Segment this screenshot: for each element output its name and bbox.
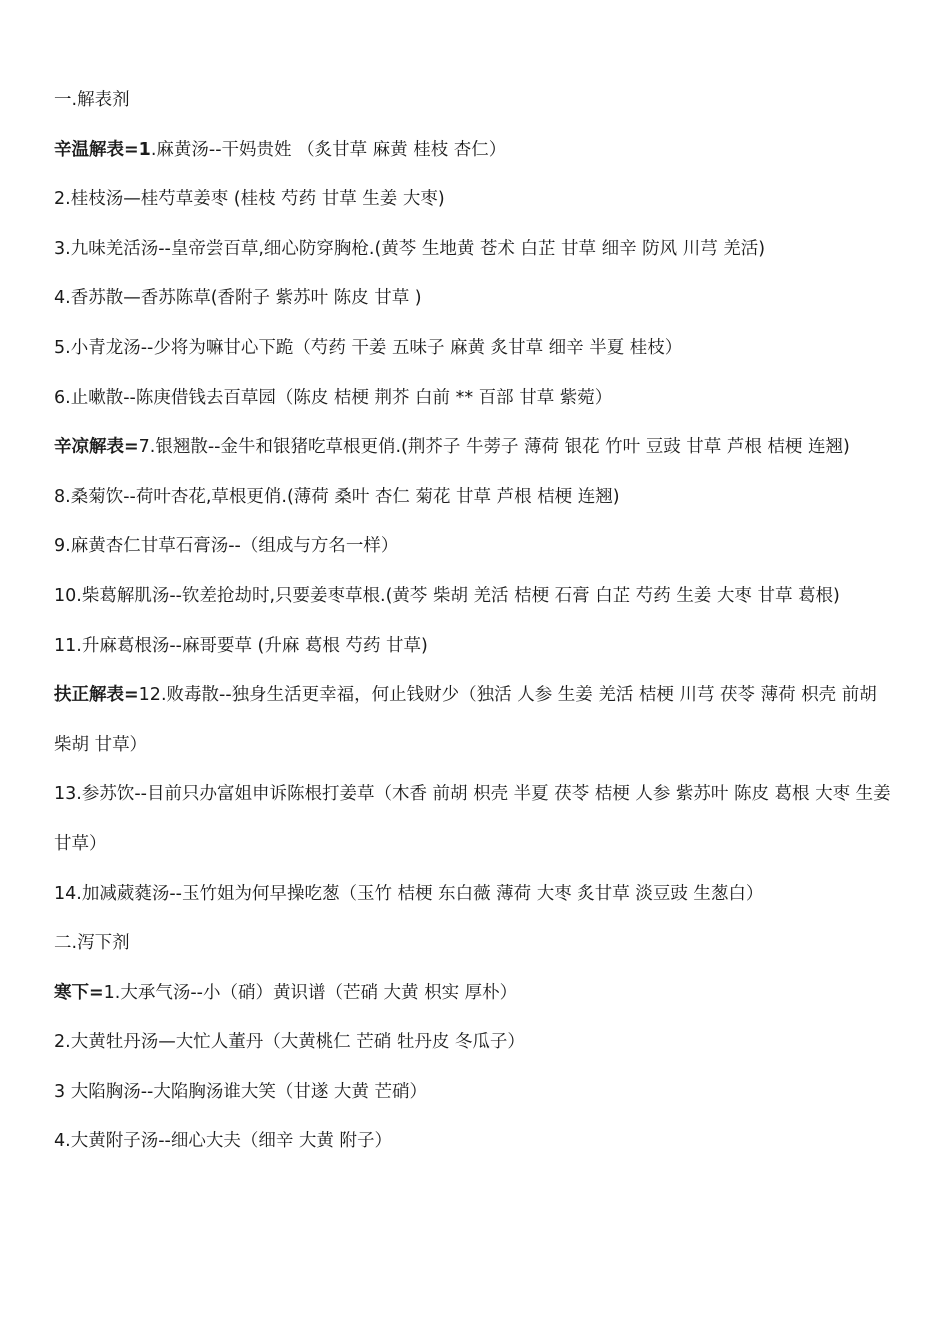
text-line — [54, 671, 896, 770]
line-text: 12.败毒散--独身生活更幸福，何止钱财少（独活 人参 生姜 羌活 桔梗 川芎 茯苓 薄荷 枳壳 前胡 柴胡 甘草） — [54, 685, 877, 755]
category-label: 辛温解表=1 — [54, 139, 151, 160]
text-line — [54, 870, 896, 920]
line-text: 3 大陷胸汤--大陷胸汤谁大笑（甘遂 大黄 芒硝） — [54, 1081, 427, 1102]
line-text: 一.解表剂 — [54, 90, 130, 110]
text-line — [54, 175, 896, 225]
line-text: 8.桑菊饮--荷叶杏花,草根更俏.(薄荷 桑叶 杏仁 菊花 甘草 芦根 桔梗 连翘) — [54, 486, 620, 507]
text-line — [54, 374, 896, 424]
text-line — [54, 76, 896, 126]
line-text: .麻黄汤--干妈贵姓 （炙甘草 麻黄 桂枝 杏仁） — [150, 139, 507, 160]
category-label: 寒下= — [54, 982, 104, 1003]
line-text: 二.泻下剂 — [54, 933, 130, 954]
document-body — [54, 76, 896, 1167]
line-text: 6.止嗽散--陈庚借钱去百草园（陈皮 桔梗 荆芥 白前 ** 百部 甘草 紫菀） — [54, 387, 613, 408]
text-line — [54, 225, 896, 275]
text-line — [54, 1018, 896, 1068]
line-text: 4.香苏散—香苏陈草(香附子 紫苏叶 陈皮 甘草 ) — [54, 288, 422, 309]
text-line — [54, 522, 896, 572]
line-text: 2.桂枝汤—桂芍草姜枣 (桂枝 芍药 甘草 生姜 大枣) — [54, 189, 445, 210]
line-text: 2.大黄牡丹汤—大忙人董丹（大黄桃仁 芒硝 牡丹皮 冬瓜子） — [54, 1032, 525, 1053]
line-text: 4.大黄附子汤--细心大夫（细辛 大黄 附子） — [54, 1131, 392, 1152]
line-text: 7.银翘散--金牛和银猪吃草根更俏.(荆芥子 牛蒡子 薄荷 银花 竹叶 豆豉 甘草 芦根 桔梗 连翘) — [138, 437, 850, 458]
category-label: 扶正解表= — [54, 685, 139, 706]
text-line — [54, 1068, 896, 1118]
text-line — [54, 1117, 896, 1167]
line-text: 13.参苏饮--目前只办富姐申诉陈根打姜草（木香 前胡 枳壳 半夏 茯苓 桔梗 人参 紫苏叶 陈皮 葛根 大枣 生姜 甘草） — [54, 784, 891, 854]
line-text: 1.大承气汤--小（硝）黄识谱（芒硝 大黄 枳实 厚朴） — [103, 982, 518, 1003]
line-text: 10.柴葛解肌汤--钦差抢劫时,只要姜枣草根.(黄芩 柴胡 羌活 桔梗 石膏 白芷 芍药 生姜 大枣 甘草 葛根) — [54, 585, 840, 606]
text-line — [54, 274, 896, 324]
line-text: 11.升麻葛根汤--麻哥要草 (升麻 葛根 芍药 甘草) — [54, 635, 428, 656]
text-line — [54, 622, 896, 672]
line-text: 5.小青龙汤--少将为嘛甘心下跪（芍药 干姜 五味子 麻黄 炙甘草 细辛 半夏 桂枝） — [54, 337, 683, 358]
text-line — [54, 969, 896, 1019]
text-line — [54, 324, 896, 374]
line-text: 9.麻黄杏仁甘草石膏汤--（组成与方名一样） — [54, 536, 399, 557]
text-line — [54, 770, 896, 869]
line-text: 3.九味羌活汤--皇帝尝百草,细心防穿胸枪.(黄芩 生地黄 苍术 白芷 甘草 细辛 防风 川芎 羌活) — [54, 238, 766, 259]
text-line — [54, 919, 896, 969]
text-line — [54, 126, 896, 176]
text-line — [54, 423, 896, 473]
line-text: 14.加减葳蕤汤--玉竹姐为何早操吃葱（玉竹 桔梗 东白薇 薄荷 大枣 炙甘草 淡豆豉 生葱白） — [54, 883, 764, 904]
text-line — [54, 572, 896, 622]
text-line — [54, 473, 896, 523]
category-label: 辛凉解表= — [54, 437, 139, 458]
